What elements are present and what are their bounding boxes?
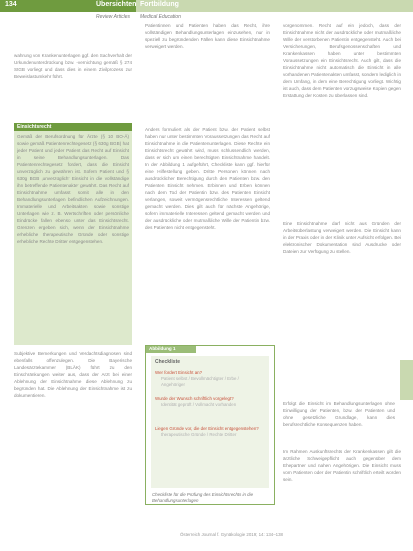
side-marker xyxy=(400,360,413,400)
col3-paragraph-bottom: Im Rahmen Auskunftsrechts der Krankenkassen gilt die ärztliche Schweigepflicht auch gegenüber dem Ehepartner und nahen Angehörigen. Die Einsicht muss vom Patienten oder der Patientin schriftlich erteilt worden sein. xyxy=(283,449,401,482)
col1-paragraph-top: wahrung von Krankenunterlagen ggf. den Sachverhalt der Urkundenunterdrückung bzw. -vernichtung gemäß § 274 StGB vorliegt und dass dies in einem Zivilprozess zur Beweislastumkehr führt. xyxy=(14,53,132,79)
checklist-item-sub: Patient selbst / Bevollmächtigter / Erbe / Angehöriger xyxy=(161,376,239,387)
subheader-right: Medical Education xyxy=(140,14,181,20)
column-1-bottom-text xyxy=(14,350,132,525)
column-3-box-text xyxy=(283,400,395,440)
footer-citation: Österreich Journal f. Gynäkologie 2019; 14: 134–138 xyxy=(180,532,284,537)
page-number: 134 xyxy=(5,1,17,8)
checklist-item-sub: therapeutische Gründe / Rechte Dritter xyxy=(161,432,237,437)
column-3-top-text xyxy=(283,22,401,216)
col3-paragraph-box: Erfolgt die Einsicht im Behandlungsunterlagen ohne Einwilligung der Patienten, bzw. der Patienten und ohne gesetzliche Grundlage, kann dies berufsrechtliche Konsequenzen haben. xyxy=(283,401,395,427)
section-label-right: Fortbildung xyxy=(140,1,179,8)
highlight-box-text xyxy=(17,133,129,343)
header-left-bar xyxy=(0,0,136,12)
col3-paragraph-mid: Eine Einsichtnahme darf nicht aus Gründen der Arbeitsüberlastung verweigert werden. Die Einsicht kann in der Praxis oder in der Klinik unter Aufsicht erfolgen. Bei elektronischer Dokumentation sind Ausdrucke oder Dateien zur Verfügung zu stellen. xyxy=(283,221,401,254)
column-2-top-text xyxy=(145,22,270,70)
checklist-item-text: Wer fordert Einsicht an? xyxy=(155,370,203,375)
section-heading: Einsichtsrecht xyxy=(17,124,52,130)
col2-paragraph-body: Anders formuliert als der Patient bzw. der Patient selbst haben nur unter bestimmten Voraussetzungen das Recht auf Einsichtnahme in die Patientenunterlagen. Diese Rechte ein Einsichtsrecht gewährt wird, muss schlussendlich werden, dass er sich um einen berechtigten Einsichtnahme handelt. In der Abbildung 1 aufgeführt, Checkliste kann ggf. hierfür eine Hilfestellung geben. Dritte Personen können nach ausdrücklicher Berechtigung durch den Patienten bzw. den Patienten Einsicht nehmen. Erbinnen und Erben können nach dem Tod der Patientin bzw. des Patienten Einsicht verlangen, soweit vermögensrechtliche Interessen geltend gemacht werden. Dies gilt auch für nächste Angehörige, sofern immaterielle Interessen geltend gemacht werden und der ausdrückliche oder mutmaßliche Wille der Patientin bzw. des Patienten nicht entgegensteht. xyxy=(145,127,270,230)
figure-caption: Checkliste für die Prüfung des Einsichtsrechts in die Behandlungsunterlagen xyxy=(152,492,254,503)
section-label-left: Übersichten xyxy=(96,1,137,8)
figure-label: Abbildung 1 xyxy=(149,346,176,351)
checklist-item-text: Wurde der Wunsch schriftlich vorgelegt? xyxy=(155,396,234,401)
checklist-item xyxy=(155,370,263,388)
checklist-panel xyxy=(151,356,269,488)
page-header xyxy=(0,0,413,12)
figure-label-tab xyxy=(146,346,196,353)
column-3-bottom-text xyxy=(283,448,401,528)
col3-paragraph-top: vorgenommen. Recht auf ein jedoch, dass der Einsichtnahme nicht der ausdrückliche oder mutmaßliche Wille der verstorbenen Patientin entgegensteht. Auch bei Versicherungen, Berufsgenossenschaften und Krankenkassen haben unter bestimmten Voraussetzungen ein Einsichtsrecht. Auch gilt, dass die Einsichtnahme nicht automatisch die Einsicht in alle vorhandenen Patientenakten umfasst, sondern lediglich in dem Umfang, in dem eine Berechtigung vorliegt. Wichtig ist auch, dass dem Patienten vorzugsweise Kopien gegen Erstattung der Kosten zu überlassen sind. xyxy=(283,23,401,98)
figure-box xyxy=(145,345,275,505)
checklist-title: Checkliste xyxy=(155,359,181,365)
highlight-paragraph: Gemäß der Berufsordnung für Ärzte (§ 10 BO-Ä) sowie gemäß Patientenrechtegesetz (§ 630g BGB) hat jeder Patient und jeder Patient das Recht auf Einsicht in seine Behandlungsunterlagen. Das Patientenrechtegesetz fordert, dass die Einsicht unverzüglich zu gewähren ist. Sofern Patient und § 630g BGB ‚unverzüglich‘ Einsicht in die vollständige ihn betreffende Patientenakte‘ gewährt. Das Recht auf Einsichtnahme umfasst somit alle in den Behandlungsunterlagen befindlichen Aufzeichnungen. Immaterielle und Arbeitsakten sowie sonstige Unterlagen wie z. B. Wertschriften oder persönliche Eindrücke fallen ebenso unter das Einsichtsrecht. Grenzen ergeben sich, wenn der Einsichtnahme erhebliche therapeutische Gründe oder sonstige erhebliche Rechte Dritter entgegenstehen. xyxy=(17,134,129,244)
column-1-top-text xyxy=(14,52,132,82)
checklist-item-sub: Identität geprüft / Vollmacht vorhanden xyxy=(161,402,237,407)
column-3-mid-text xyxy=(283,220,401,340)
section-heading-box xyxy=(14,123,132,131)
col2-paragraph-top: Patientinnen und Patienten haben das Recht, ihre vollständigen Behandlungsunterlagen einzusehen, nur in speziell zu begründenden Fällen kann diese Einsichtnahme verweigert werden. xyxy=(145,23,270,49)
subheader-left: Review Articles xyxy=(96,14,130,20)
checklist-item-text: Liegen Gründe vor, die der Einsicht entgegenstehen? xyxy=(155,426,259,431)
column-2-body-text xyxy=(145,126,270,338)
checklist-item xyxy=(155,396,263,408)
col1-paragraph-bottom: Subjektive Bemerkungen und Verdachtsdiagnosen sind ebenfalls offenzulegen. Die Bayerische Landesärztekammer (BLÄK) führt zu den Einschränkungen weiter aus, dass der Arzt bei einer Ablehnung der Einsichtnahme diese Ablehnung zu begründen hat. Die Ablehnung der Einsichtnahme ist zu dokumentieren. xyxy=(14,351,132,398)
checklist-item xyxy=(155,426,263,438)
